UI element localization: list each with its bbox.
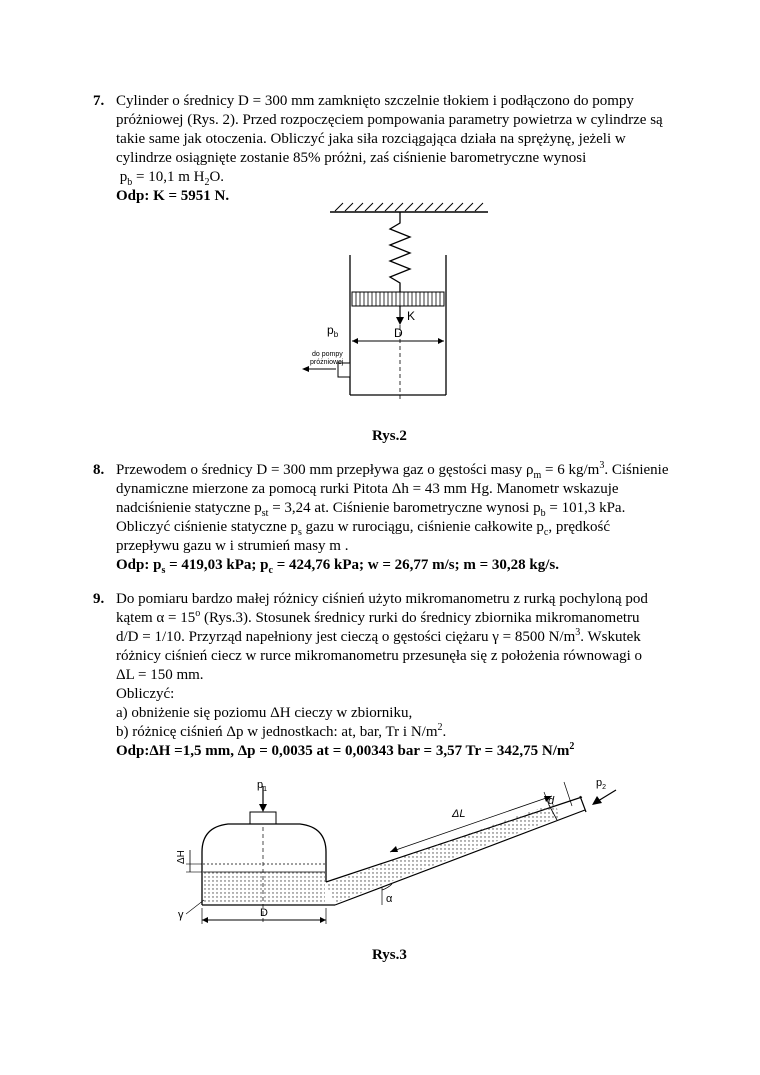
figure-3-caption: Rys.3 (372, 947, 407, 963)
fig3-label-d-big: D (260, 907, 268, 919)
fig3-label-d-small: d (548, 795, 555, 807)
problem-7-number: 7. (93, 93, 105, 109)
p9-line-6: Obliczyć: (116, 686, 175, 702)
problem-8-number: 8. (93, 462, 105, 478)
p7-answer: Odp: K = 5951 N. (116, 188, 230, 204)
problem-7-text (116, 92, 670, 206)
p9-answer: Odp:ΔH =1,5 mm, Δp = 0,0035 at = 0,00343 bar = 3,57 Tr = 342,75 $N/m^2$ (116, 741, 575, 759)
fig2-pump-label-1: do pompy (312, 351, 343, 358)
p8-line-2: dynamiczne mierzone za pomocą rurki Pitota Δh = 43 mm Hg. Manometr wskazuje (116, 481, 619, 497)
p9-line-8: b) różnicę ciśnień Δp w jednostkach: at, bar, Tr i $N/m^2$. (116, 722, 447, 740)
p7-line-4: cylindrze osiągnięte zostanie 85% próżni, zaś ciśnienie barometryczne wynosi (116, 150, 587, 166)
figure-2-cylinder-diagram (290, 195, 490, 410)
p7-line-1: Cylinder o średnicy D = 300 mm zamknięto szczelnie tłokiem i podłączono do pompy (116, 93, 634, 109)
p8-line-1: Przewodem o średnicy D = 300 mm przepływa gaz o gęstości masy $\rho_m = 6$ $kg/m^3$. Ciśnienie (116, 460, 669, 481)
p8-line-4: Obliczyć ciśnienie statyczne $p_s$ gazu w rurociągu, ciśnienie całkowite $p_c$, prędkość (116, 519, 611, 538)
problem-9 (93, 590, 670, 761)
fig3-label-alpha: α (386, 893, 393, 905)
fig2-label-pb: $p_b$ (327, 323, 339, 339)
fig3-label-p2: $p_2$ (596, 777, 607, 791)
fig3-label-delta-l: ΔL (452, 808, 466, 820)
fig3-label-p1: $p_1$ (257, 779, 268, 793)
problem-7 (93, 92, 670, 206)
problem-8-text (116, 461, 670, 575)
figure-2-caption: Rys.2 (372, 428, 407, 444)
fig3-label-gamma: γ (178, 909, 184, 921)
p8-line-3: nadciśnienie statyczne $p_{st} = 3,24$ at. Ciśnienie barometryczne wynosi $p_b = 101,3$ kPa. (116, 500, 626, 519)
figure-3-micromanometer-diagram (160, 772, 620, 937)
p9-line-4: różnicy ciśnień ciecz w rurce mikromanometru przesunęła się z położenia równowagi o (116, 648, 643, 664)
fig2-pump-label-2: próżniowej (310, 359, 344, 366)
p9-line-2: kątem $\alpha = 15^o$ (Rys.3). Stosunek średnicy rurki do średnicy zbiornika mikromanometru (116, 608, 640, 626)
p8-answer: Odp: $p_s = 419,03$ kPa; $p_c = 424,76$ kPa; w = 26,77 m/s; m = 30,28 kg/s. (116, 557, 560, 576)
p9-line-3: d/D = 1/10. Przyrząd napełniony jest cieczą o gęstości ciężaru γ = 8500 $N/m^3$. Wskutek (116, 627, 641, 645)
problem-9-number: 9. (93, 591, 105, 607)
fig2-label-k: K (407, 309, 416, 323)
fig2-label-d: D (394, 326, 403, 340)
problem-8 (93, 461, 670, 575)
p7-line-2: próżniowej (Rys. 2). Przed rozpoczęciem pompowania parametry powietrza w cylindrze są (116, 112, 663, 128)
p9-line-5: ΔL = 150 mm. (116, 667, 204, 683)
fig3-label-delta-h: ΔH (176, 850, 187, 864)
problem-9-text (116, 590, 670, 761)
p7-line-3: takie same jak otoczenia. Obliczyć jaka siła rozciągająca działa na sprężynę, jeżeli w (116, 131, 626, 147)
p8-line-5: przepływu gazu w i strumień masy m . (116, 538, 349, 554)
p9-line-1: Do pomiaru bardzo małej różnicy ciśnień użyto mikromanometru z rurką pochyloną pod (116, 591, 648, 607)
p9-line-7: a) obniżenie się poziomu ΔH cieczy w zbiorniku, (116, 705, 413, 721)
p7-line-5: $p_b = 10,1$ m $H_2O$. (119, 169, 225, 188)
